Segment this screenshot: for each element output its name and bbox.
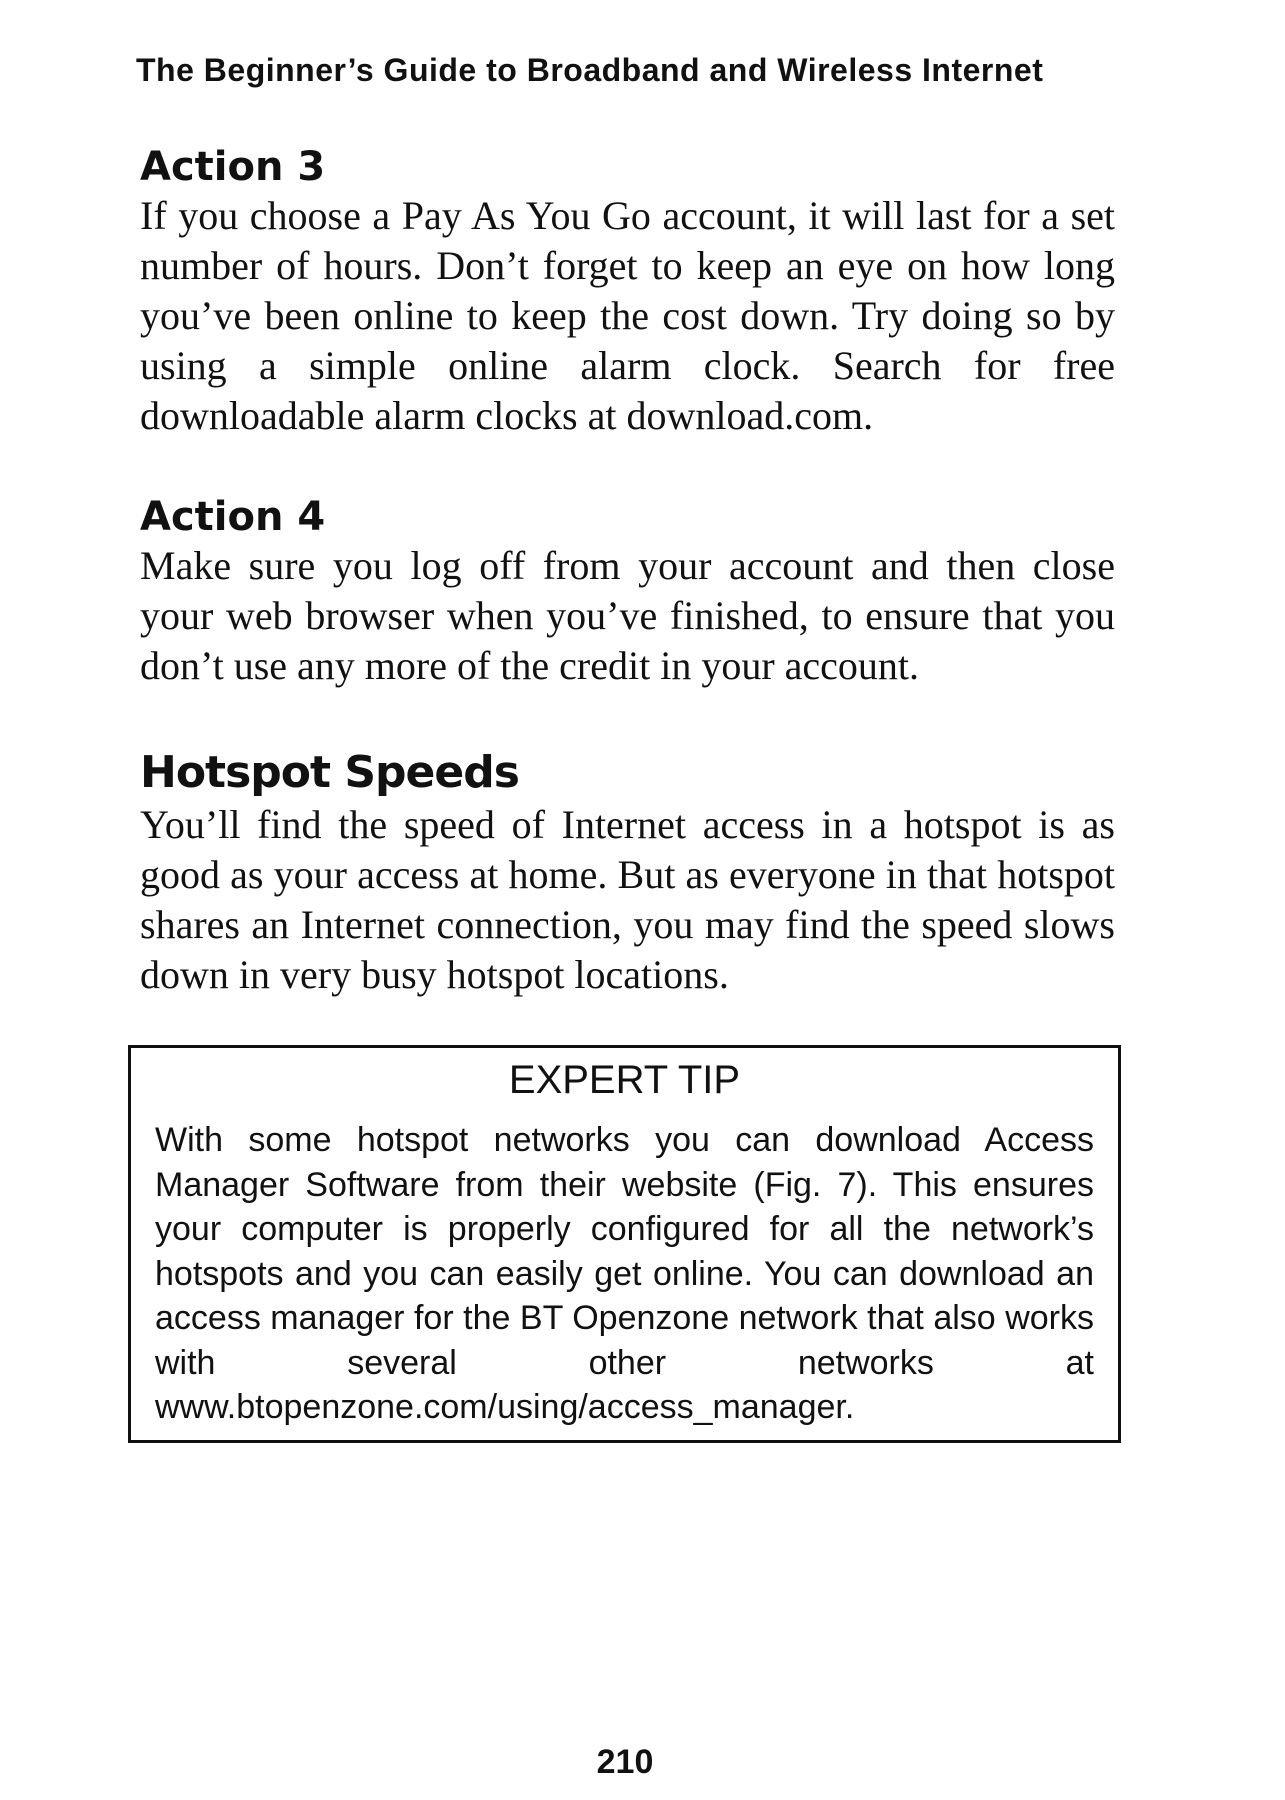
expert-tip-box (128, 1045, 1121, 1443)
section-body: Make sure you log off from your account and then close your web browser when you’ve finished, to ensure that you don’t use any more of the credit in your account. (140, 543, 1115, 688)
page-number: 210 (596, 1743, 654, 1781)
expert-tip-title: EXPERT TIP (508, 1058, 741, 1102)
section-heading: Action 3 (140, 144, 326, 190)
section-heading: Action 4 (140, 494, 326, 540)
section-action-3 (140, 143, 1115, 441)
running-head: The Beginner’s Guide to Broadband and Wireless Internet (136, 52, 1044, 88)
section-body: You’ll find the speed of Internet access in a hotspot is as good as your access at home. But as everyone in that hotspot shares an Internet connection, you may find the speed slows down in very busy hotspot locations. (140, 802, 1115, 997)
section-action-4 (140, 493, 1115, 691)
section-body: If you choose a Pay As You Go account, it will last for a set number of hours. Don’t forget to keep an eye on how long you’ve been online to keep the cost down. Try doing so by using a simple online alarm clock. Search for free downloadable alarm clocks at download.com. (140, 193, 1115, 438)
expert-tip-body: With some hotspot networks you can download Access Manager Software from their website (Fig. 7). This ensures your computer is properly configured for all the network’s hotspots and you can easily get online. You can download an access manager for the BT Openzone network that also works with several other networks at www.btopenzone.com/using/access_manager. (155, 1121, 1094, 1426)
section-hotspot-speeds (140, 746, 1115, 1000)
section-heading: Hotspot Speeds (140, 747, 519, 798)
